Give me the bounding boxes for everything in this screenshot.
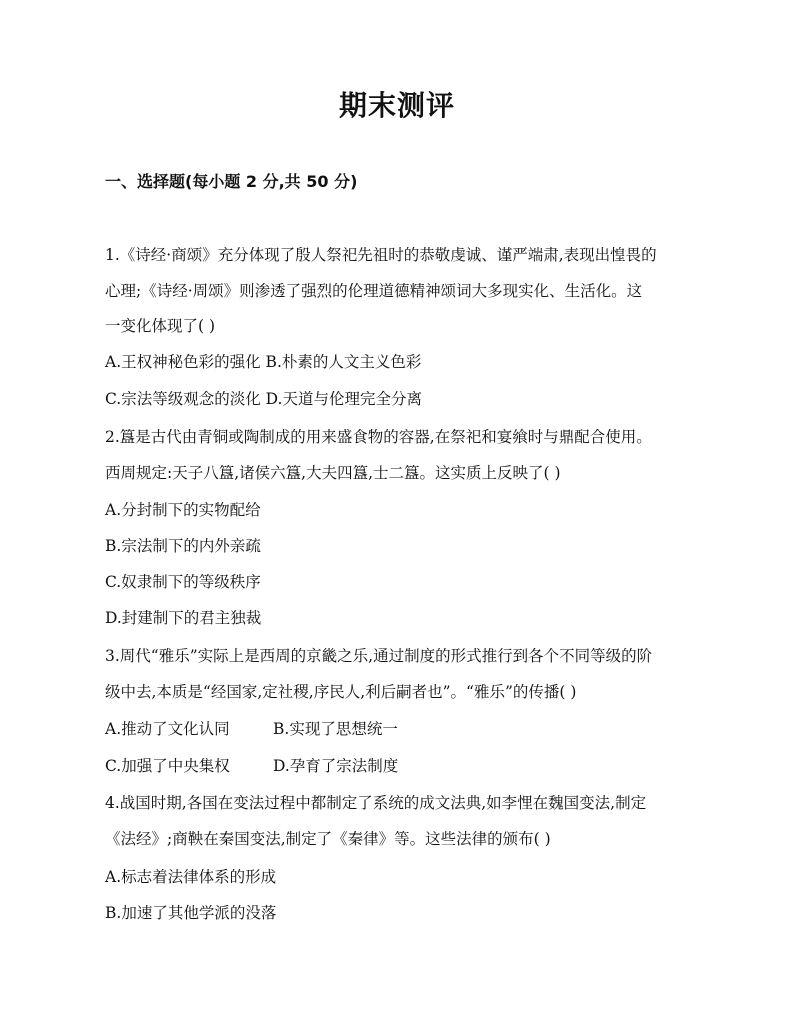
q1-options-cd: C.宗法等级观念的淡化 D.天道与伦理完全分离 (105, 390, 422, 408)
q3-option-b: B.实现了思想统一 (273, 720, 398, 738)
q2-stem-line-2: 西周规定:天子八簋,诸侯六簋,大夫四簋,士二簋。这实质上反映了( ) (105, 464, 561, 482)
q2-option-c: C.奴隶制下的等级秩序 (105, 573, 261, 591)
q4-option-b: B.加速了其他学派的没落 (105, 904, 277, 922)
q3-stem-line-1: 3.周代“雅乐”实际上是西周的京畿之乐,通过制度的形式推行到各个不同等级的阶 (105, 647, 653, 665)
section-heading: 一、选择题(每小题 2 分,共 50 分) (105, 172, 358, 191)
q4-option-a: A.标志着法律体系的形成 (105, 868, 277, 886)
q3-options-cd (105, 755, 398, 777)
q3-options-ab (105, 718, 398, 740)
page-title: 期末测评 (338, 89, 455, 122)
q4-stem-line-1: 4.战国时期,各国在变法过程中都制定了系统的成文法典,如李悝在魏国变法,制定 (105, 794, 647, 812)
q1-options-ab: A.王权神秘色彩的强化 B.朴素的人文主义色彩 (105, 353, 422, 371)
q3-option-a: A.推动了文化认同 (105, 720, 230, 738)
q4-stem-line-2: 《法经》;商鞅在秦国变法,制定了《秦律》等。这些法律的颁布( ) (105, 830, 551, 848)
q3-option-d: D.孕育了宗法制度 (273, 757, 399, 775)
q2-option-b: B.宗法制下的内外亲疏 (105, 537, 261, 555)
q2-stem-line-1: 2.簋是古代由青铜或陶制成的用来盛食物的容器,在祭祀和宴飨时与鼎配合使用。 (105, 428, 652, 446)
q1-stem-line-3: 一变化体现了( ) (105, 317, 216, 335)
q3-stem-line-2: 级中去,本质是“经国家,定社稷,序民人,利后嗣者也”。“雅乐”的传播( ) (105, 683, 577, 701)
q1-stem-line-2: 心理;《诗经·周颂》则渗透了强烈的伦理道德精神颂词大多现实化、生活化。这 (105, 282, 643, 300)
q3-option-c: C.加强了中央集权 (105, 757, 230, 775)
q1-stem-line-1: 1.《诗经·商颂》充分体现了殷人祭祀先祖时的恭敬虔诚、谨严端肃,表现出惶畏的 (105, 246, 657, 264)
q2-option-d: D.封建制下的君主独裁 (105, 609, 262, 627)
q2-option-a: A.分封制下的实物配给 (105, 501, 261, 519)
